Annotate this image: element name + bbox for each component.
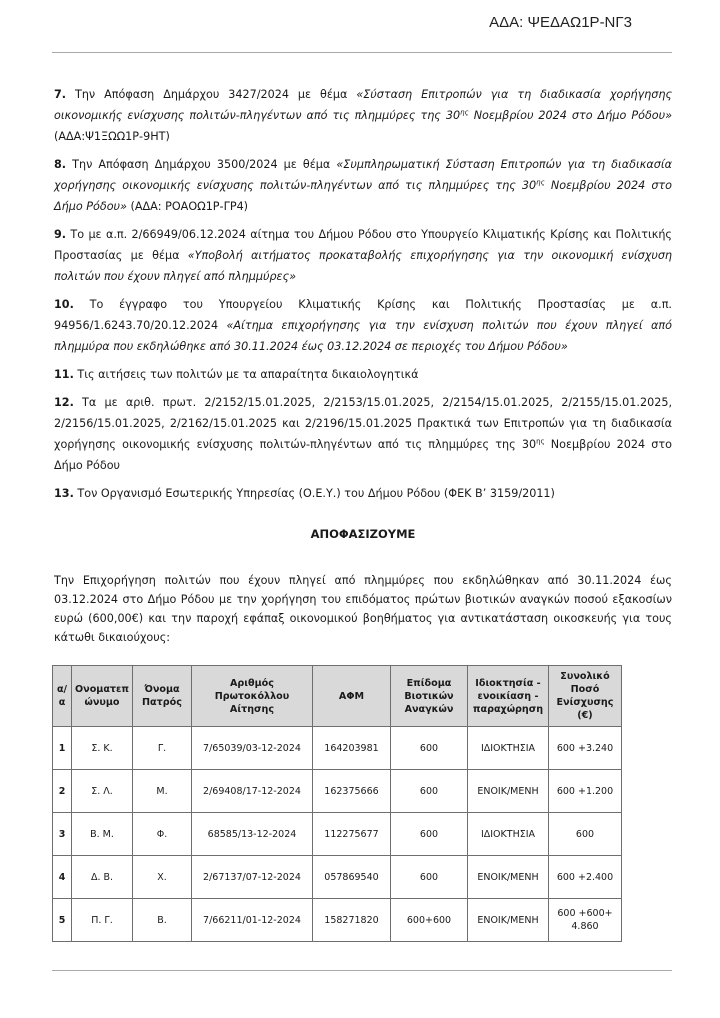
ordinal-suffix: ης — [460, 108, 469, 117]
table-cell: ΙΔΙΟΚΤΗΣΙΑ — [467, 813, 548, 856]
item-text: Την Απόφαση Δημάρχου 3500/2024 με θέμα — [72, 158, 337, 171]
item-number: 7. — [54, 88, 67, 101]
item-number: 8. — [54, 158, 67, 171]
table-cell: ΕΝΟΙΚ/ΜΕΝΗ — [467, 770, 548, 813]
table-cell: 2/69408/17-12-2024 — [191, 770, 312, 813]
decision-text: Την Επιχορήγηση πολιτών που έχουν πληγεί από πλημμύρες που εκδηλώθηκαν από 30.11.2024 έως 03.12.2024 στο Δήμο Ρόδου με την χορήγηση του επιδόματος πρώτων βιοτικών αναγκών ποσού εξακοσίων ευρώ (600,00€) και την παροχή εφάπαξ οικονομικού βοηθήματος για αντικατάσταση οικοσκευής για τους κάτωθι δικαιούχους: — [54, 574, 672, 644]
item-text: Το με α.π. 2/66949/06.12.2024 αίτημα του Δήμου Ρόδου στο Υπουργείο Κλιματικής Κρίσης και Πολιτικής Προστασίας με θέμα — [54, 228, 672, 262]
table-cell: Β. Μ. — [72, 813, 133, 856]
column-header: Αριθμός Πρωτοκόλλου Αίτησης — [191, 666, 312, 727]
table-cell: 1 — [53, 727, 72, 770]
consideration-item — [54, 364, 672, 385]
table-cell: 68585/13-12-2024 — [191, 813, 312, 856]
table-row — [53, 899, 622, 942]
table-cell: Χ. — [132, 856, 191, 899]
table-row — [53, 727, 622, 770]
table-cell: 3 — [53, 813, 72, 856]
table-row — [53, 770, 622, 813]
table-cell: 162375666 — [312, 770, 390, 813]
consideration-item — [54, 392, 672, 476]
column-header: ΑΦΜ — [312, 666, 390, 727]
table-cell: ΙΔΙΟΚΤΗΣΙΑ — [467, 727, 548, 770]
table-cell: 4 — [53, 856, 72, 899]
table-cell: 158271820 — [312, 899, 390, 942]
table-cell: 2/67137/07-12-2024 — [191, 856, 312, 899]
table-cell: 600 — [390, 770, 467, 813]
consideration-item — [54, 84, 672, 147]
table-cell: 600+600 — [390, 899, 467, 942]
table-row — [53, 856, 622, 899]
considerations-list — [54, 84, 672, 504]
item-subject: «Σύσταση Επιτροπών για τη διαδικασία χορήγησης οικονομικής ενίσχυσης πολιτών-πληγέντων από τις πλημμύρες της 30 — [54, 88, 673, 122]
table-header-row — [53, 666, 622, 727]
item-reference: (ΑΔΑ: ΡΟΑΟΩ1Ρ-ΓΡ4) — [126, 200, 249, 213]
table-cell: 164203981 — [312, 727, 390, 770]
document-body — [54, 84, 672, 647]
item-text: Τις αιτήσεις των πολιτών με τα απαραίτητα δικαιολογητικά — [77, 368, 419, 381]
item-text: Την Απόφαση Δημάρχου 3427/2024 με θέμα — [74, 88, 357, 101]
table-cell: 5 — [53, 899, 72, 942]
table-cell: 112275677 — [312, 813, 390, 856]
item-subject: «Υποβολή αιτήματος προκαταβολής επιχορήγησης για την οικονομική ενίσχυση πολιτών που έχουν πληγεί από πλημμύρες» — [54, 249, 673, 283]
item-number: 11. — [54, 368, 74, 381]
item-number: 10. — [54, 298, 74, 311]
beneficiaries-table — [52, 665, 622, 942]
item-text: Το έγγραφο του Υπουργείου Κλιματικής Κρίσης και Πολιτικής Προστασίας με α.π. 94956/1.6243.70/20.12.2024 — [54, 298, 672, 332]
ordinal-suffix: ης — [536, 437, 545, 446]
table-cell: Σ. Κ. — [72, 727, 133, 770]
table-cell: Γ. — [132, 727, 191, 770]
column-header: Ιδιοκτησία - ενοικίαση - παραχώρηση — [467, 666, 548, 727]
footer-divider — [52, 970, 672, 971]
table-cell: 7/66211/01-12-2024 — [191, 899, 312, 942]
table-cell: 600 +600+ 4.860 — [548, 899, 621, 942]
item-subject: «Αίτημα επιχορήγησης για την ενίσχυση πολιτών που έχουν πληγεί από πλημμύρα που εκδηλώθηκε από 30.11.2024 έως 03.12.2024 σε περιοχές του Δήμου Ρόδου» — [54, 319, 672, 353]
item-number: 13. — [54, 487, 74, 500]
table-cell: ΕΝΟΙΚ/ΜΕΝΗ — [467, 899, 548, 942]
consideration-item — [54, 224, 672, 287]
ada-code: ΑΔΑ: ΨΕΔΑΩ1Ρ-ΝΓ3 — [489, 14, 632, 31]
table-body — [53, 727, 622, 942]
table-cell: 7/65039/03-12-2024 — [191, 727, 312, 770]
table-cell: Δ. Β. — [72, 856, 133, 899]
column-header: Ονοματεπ ώνυμο — [72, 666, 133, 727]
table-cell: 2 — [53, 770, 72, 813]
table-cell: 600 +3.240 — [548, 727, 621, 770]
consideration-item — [54, 294, 672, 357]
item-subject: «Συμπληρωματική Σύσταση Επιτροπών για τη διαδικασία χορήγησης οικονομικής ενίσχυσης πολιτών-πληγέντων από τις πλημμύρες της 30 — [54, 158, 673, 192]
item-text: Τον Οργανισμό Εσωτερικής Υπηρεσίας (Ο.Ε.Υ.) του Δήμου Ρόδου (ΦΕΚ Β’ 3159/2011) — [77, 487, 555, 500]
table-cell: Φ. — [132, 813, 191, 856]
table-cell: 600 — [390, 727, 467, 770]
item-text: Τα με αριθ. πρωτ. 2/2152/15.01.2025, 2/2153/15.01.2025, 2/2154/15.01.2025, 2/2155/15.01.2025, 2/2156/15.01.2025, 2/2162/15.01.2025 και 2/2196/15.01.2025 Πρακτικά των Επιτροπών για τη διαδικασία χορήγησης οικονομικής ενίσχυσης πολιτών-πληγέντων από τις πλημμύρες της 30 — [54, 396, 672, 451]
header-divider — [52, 52, 672, 53]
table-cell: 600 — [390, 856, 467, 899]
decision-heading: ΑΠΟΦΑΣΙΖΟΥΜΕ — [310, 527, 416, 541]
column-header: Επίδομα Βιοτικών Αναγκών — [390, 666, 467, 727]
table-cell: Σ. Λ. — [72, 770, 133, 813]
column-header: Όνομα Πατρός — [132, 666, 191, 727]
table-row — [53, 813, 622, 856]
table-cell: 600 — [548, 813, 621, 856]
item-subject-cont: Νοεμβρίου 2024 στο Δήμο Ρόδου» — [54, 179, 672, 213]
table-cell: 600 +2.400 — [548, 856, 621, 899]
table-cell: ΕΝΟΙΚ/ΜΕΝΗ — [467, 856, 548, 899]
item-subject-cont: Νοεμβρίου 2024 στο Δήμο Ρόδου» — [468, 109, 673, 122]
item-reference: (ΑΔΑ:Ψ1ΞΩΩ1Ρ-9ΗΤ) — [54, 130, 170, 143]
item-number: 9. — [54, 228, 67, 241]
consideration-item — [54, 483, 672, 504]
item-reference: Νοεμβρίου 2024 στο Δήμο Ρόδου — [54, 438, 672, 472]
item-number: 12. — [54, 396, 74, 409]
ordinal-suffix: ης — [536, 178, 545, 187]
table-cell: Μ. — [132, 770, 191, 813]
consideration-item — [54, 154, 672, 217]
column-header: α/α — [53, 666, 72, 727]
table-cell: 057869540 — [312, 856, 390, 899]
table-cell: 600 +1.200 — [548, 770, 621, 813]
table-cell: Π. Γ. — [72, 899, 133, 942]
table-cell: 600 — [390, 813, 467, 856]
table-cell: Β. — [132, 899, 191, 942]
column-header: Συνολικό Ποσό Ενίσχυσης (€) — [548, 666, 621, 727]
